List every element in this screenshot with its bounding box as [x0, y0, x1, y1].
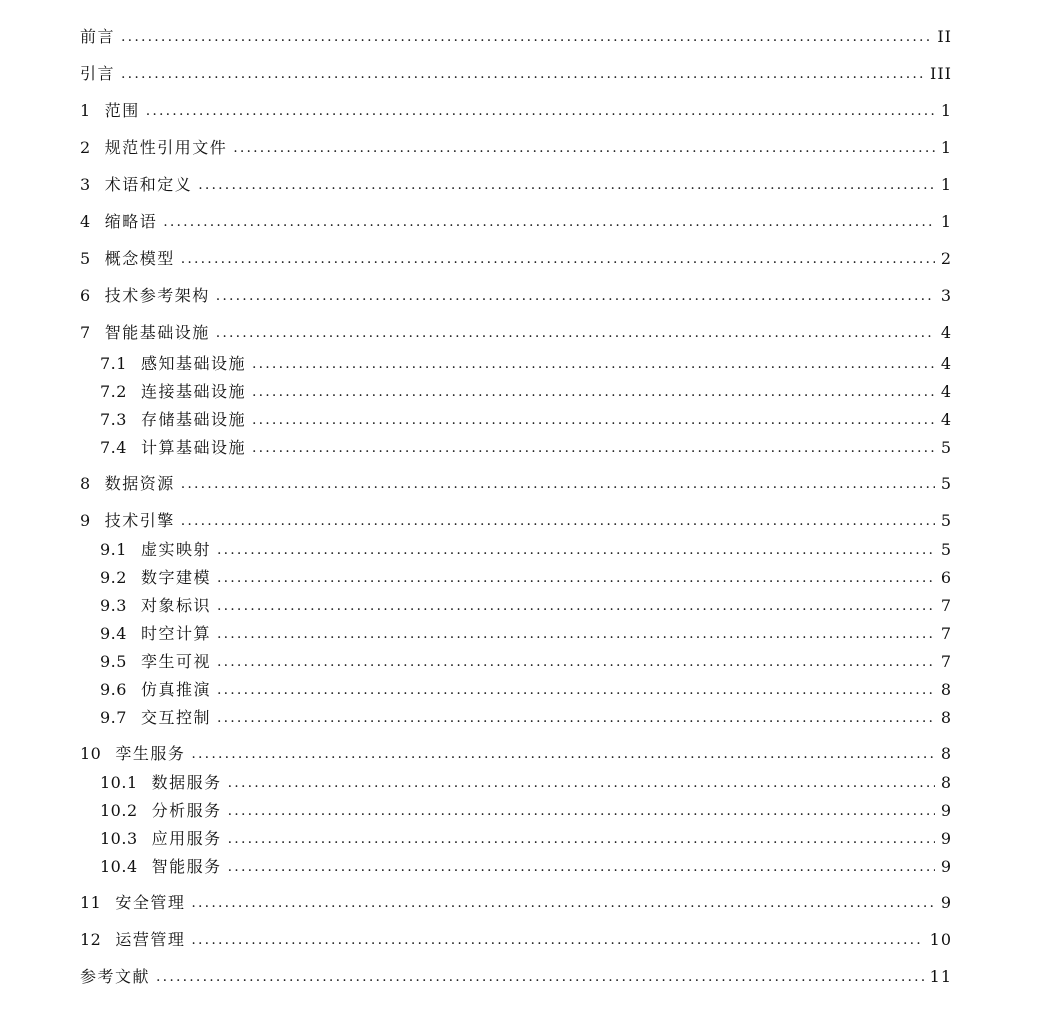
toc-entry-title: 数字建模 [140, 568, 211, 587]
toc-section-number: 10.4 [100, 857, 138, 876]
toc-dot-leader [181, 508, 935, 534]
toc-entry-title: 孪生服务 [115, 744, 186, 763]
toc-dot-leader [233, 135, 935, 161]
toc-dot-leader [228, 826, 935, 852]
toc-entry-10-1[interactable] [100, 770, 952, 796]
toc-entry-title: 计算基础设施 [140, 438, 246, 457]
toc-page-number: 5 [940, 511, 952, 530]
toc-page-number: 2 [940, 249, 952, 268]
toc-entry-10-4[interactable] [100, 854, 952, 880]
toc-entry-7[interactable] [80, 320, 952, 346]
toc-dot-leader [228, 854, 935, 880]
toc-page-number: 9 [940, 857, 952, 876]
toc-entry-7-2[interactable] [100, 379, 952, 405]
toc-page-number: 6 [940, 568, 952, 587]
toc-page-number: 4 [940, 382, 952, 401]
toc-section-number: 10 [80, 744, 102, 763]
toc-entry-4[interactable] [80, 209, 952, 235]
toc-entry-12[interactable] [80, 927, 952, 953]
toc-entry-5[interactable] [80, 246, 952, 272]
toc-page-number: 7 [940, 624, 952, 643]
toc-dot-leader [146, 98, 935, 124]
toc-entry-title: 概念模型 [104, 249, 175, 268]
toc-section-number: 9.1 [100, 540, 127, 559]
toc-entry-title: 应用服务 [151, 829, 222, 848]
toc-section-number: 7.2 [100, 382, 127, 401]
toc-entry-title: 时空计算 [140, 624, 211, 643]
toc-entry-7-1[interactable] [100, 351, 952, 377]
toc-entry-title: 虚实映射 [140, 540, 211, 559]
toc-entry-foreword[interactable] [80, 24, 952, 50]
toc-entry-title: 前言 [80, 27, 116, 46]
toc-dot-leader [181, 471, 935, 497]
toc-page-number: 4 [940, 354, 952, 373]
toc-dot-leader [217, 537, 935, 563]
toc-section-number: 9.2 [100, 568, 127, 587]
toc-entry-title: 孪生可视 [140, 652, 211, 671]
toc-section-number: 9.6 [100, 680, 127, 699]
toc-entry-7-3[interactable] [100, 407, 952, 433]
toc-dot-leader [198, 172, 935, 198]
toc-entry-title: 数据资源 [104, 474, 175, 493]
toc-entry-title: 缩略语 [104, 212, 158, 231]
toc-dot-leader [121, 24, 931, 50]
toc-section-number: 7.3 [100, 410, 127, 429]
toc-page-number: 5 [940, 474, 952, 493]
toc-entry-title: 感知基础设施 [140, 354, 246, 373]
toc-page-number: 8 [940, 708, 952, 727]
toc-entry-title: 运营管理 [115, 930, 186, 949]
toc-entry-7-4[interactable] [100, 435, 952, 461]
toc-entry-title: 连接基础设施 [140, 382, 246, 401]
toc-entry-9-4[interactable] [100, 621, 952, 647]
toc-entry-11[interactable] [80, 890, 952, 916]
toc-entry-title: 存储基础设施 [140, 410, 246, 429]
toc-dot-leader [121, 61, 924, 87]
toc-page-number: 8 [940, 680, 952, 699]
toc-page-number: 8 [940, 773, 952, 792]
toc-page-number: 9 [940, 829, 952, 848]
toc-section-number: 7.1 [100, 354, 127, 373]
toc-entry-title: 智能服务 [151, 857, 222, 876]
toc-entry-title: 参考文献 [80, 967, 151, 986]
toc-entry-9-5[interactable] [100, 649, 952, 675]
toc-page-number: 9 [940, 801, 952, 820]
toc-page-number: 9 [940, 893, 952, 912]
toc-page-number: 7 [940, 596, 952, 615]
toc-dot-leader [181, 246, 935, 272]
toc-section-number: 5 [80, 249, 91, 268]
toc-dot-leader [216, 320, 935, 346]
toc-dot-leader [217, 621, 935, 647]
toc-entry-10-2[interactable] [100, 798, 952, 824]
toc-section-number: 8 [80, 474, 91, 493]
toc-section-number: 3 [80, 175, 91, 194]
toc-page-number: 1 [940, 175, 952, 194]
toc-section-number: 9.3 [100, 596, 127, 615]
toc-entry-title: 数据服务 [151, 773, 222, 792]
toc-page-number: 11 [929, 967, 952, 986]
toc-dot-leader [191, 741, 934, 767]
toc-entry-title: 仿真推演 [140, 680, 211, 699]
toc-page-number: III [930, 64, 952, 83]
toc-entry-9-3[interactable] [100, 593, 952, 619]
toc-dot-leader [217, 649, 935, 675]
toc-dot-leader [191, 927, 923, 953]
toc-section-number: 9 [80, 511, 91, 530]
toc-entry-8[interactable] [80, 471, 952, 497]
toc-entry-title: 规范性引用文件 [104, 138, 228, 157]
toc-section-number: 9.7 [100, 708, 127, 727]
toc-entry-2[interactable] [80, 135, 952, 161]
toc-dot-leader [216, 283, 935, 309]
toc-page-number: 3 [940, 286, 952, 305]
toc-dot-leader [217, 705, 935, 731]
toc-entry-10[interactable] [80, 741, 952, 767]
toc-entry-9-1[interactable] [100, 537, 952, 563]
toc-section-number: 7 [80, 323, 91, 342]
toc-entry-title: 术语和定义 [104, 175, 193, 194]
toc-dot-leader [217, 677, 935, 703]
toc-entry-9[interactable] [80, 508, 952, 534]
toc-page-number: 5 [940, 540, 952, 559]
toc-entry-introduction[interactable] [80, 61, 952, 87]
toc-dot-leader [252, 379, 935, 405]
toc-entry-3[interactable] [80, 172, 952, 198]
toc-page-number: 1 [940, 101, 952, 120]
toc-dot-leader [252, 351, 935, 377]
toc-section-number: 6 [80, 286, 91, 305]
toc-entry-10-3[interactable] [100, 826, 952, 852]
toc-section-number: 11 [80, 893, 102, 912]
toc-section-number: 10.1 [100, 773, 138, 792]
toc-entry-title: 对象标识 [140, 596, 211, 615]
toc-section-number: 7.4 [100, 438, 127, 457]
toc-dot-leader [217, 593, 935, 619]
toc-entry-title: 技术参考架构 [104, 286, 210, 305]
toc-section-number: 10.2 [100, 801, 138, 820]
toc-dot-leader [191, 890, 934, 916]
toc-page-number: 1 [940, 138, 952, 157]
toc-dot-leader [156, 964, 924, 990]
toc-page-number: 7 [940, 652, 952, 671]
toc-page-number: 4 [940, 410, 952, 429]
toc-entry-9-6[interactable] [100, 677, 952, 703]
toc-dot-leader [252, 407, 935, 433]
toc-section-number: 9.4 [100, 624, 127, 643]
toc-section-number: 12 [80, 930, 102, 949]
toc-page-number: 4 [940, 323, 952, 342]
toc-page-number: 10 [929, 930, 952, 949]
toc-entry-1[interactable] [80, 98, 952, 124]
toc-entry-title: 智能基础设施 [104, 323, 210, 342]
toc-entry-title: 引言 [80, 64, 116, 83]
toc-page-number: 1 [940, 212, 952, 231]
toc-page-number: II [937, 27, 952, 46]
toc-entry-6[interactable] [80, 283, 952, 309]
toc-section-number: 10.3 [100, 829, 138, 848]
toc-section-number: 4 [80, 212, 91, 231]
toc-page-number: 5 [940, 438, 952, 457]
toc-dot-leader [163, 209, 935, 235]
toc-entry-references[interactable] [80, 964, 952, 990]
toc-section-number: 9.5 [100, 652, 127, 671]
toc-entry-title: 范围 [104, 101, 140, 120]
toc-dot-leader [228, 798, 935, 824]
toc-entry-9-2[interactable] [100, 565, 952, 591]
toc-entry-9-7[interactable] [100, 705, 952, 731]
toc-entry-title: 交互控制 [140, 708, 211, 727]
toc-section-number: 2 [80, 138, 91, 157]
toc-entry-title: 技术引擎 [104, 511, 175, 530]
toc-dot-leader [228, 770, 935, 796]
toc-entry-title: 分析服务 [151, 801, 222, 820]
toc-entry-title: 安全管理 [115, 893, 186, 912]
toc-page-number: 8 [940, 744, 952, 763]
toc-dot-leader [252, 435, 935, 461]
toc-dot-leader [217, 565, 935, 591]
toc-section-number: 1 [80, 101, 91, 120]
